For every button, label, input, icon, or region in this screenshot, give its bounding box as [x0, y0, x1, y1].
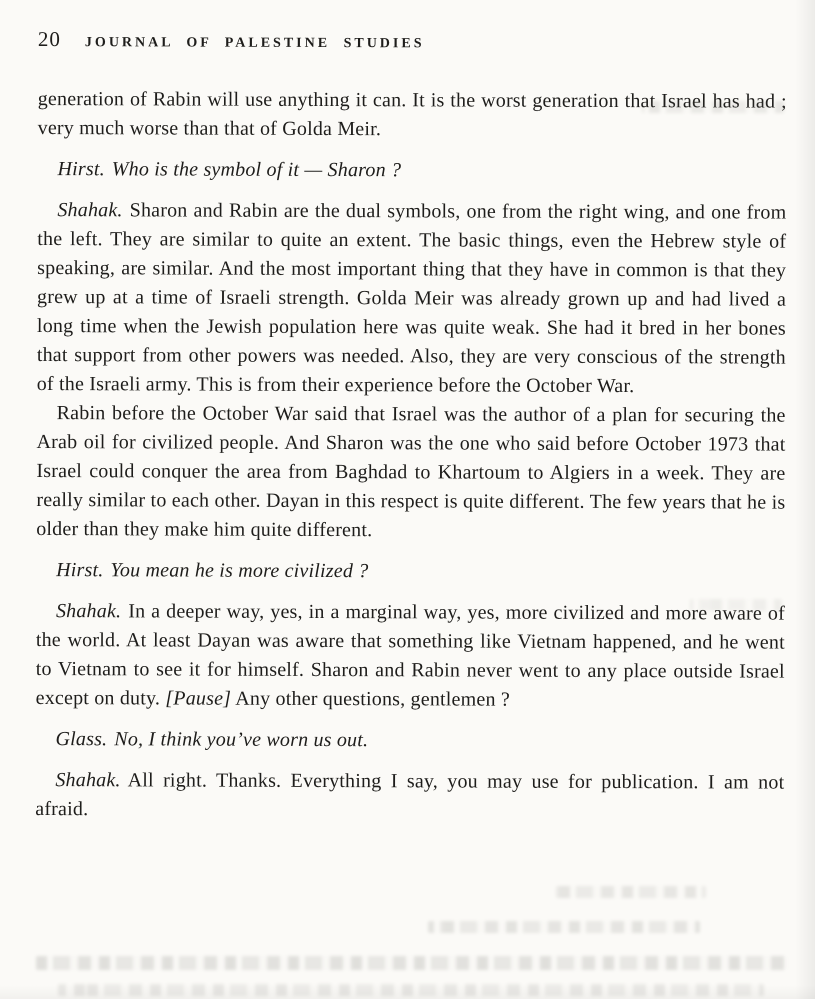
paragraph-text: Rabin before the October War said that Israel was the author of a plan for securing the Arab oil for civilized people. And Sharon was the one who said before October 1973 that Israel could conquer the area from Baghdad to Khartoum to Algiers in a week. They are really similar to each other. Dayan in this respect is quite different. The few years that he is older than they make him quite different.: [36, 402, 786, 542]
answer-text: Sharon and Rabin are the dual symbols, one from the right wing, and one from the left. They are similar to quite an extent. The basic things, even the Hebrew style of speaking, are similar. And the most important thing that they have in common is that they grew up at a time of Israeli strength. Golda Meir was already grown up and had lived a long time when the Jewish population here was quite weak. She had it bred in her bones that support from other powers was needed. Also, they are very conscious of the strength of the Israeli army. This is from their experience before the October War.: [36, 199, 787, 398]
ghost-text-smudge: [36, 956, 788, 970]
answer-paragraph-shahak-1: [37, 196, 787, 402]
ghost-text-smudge: [58, 984, 764, 996]
answer-text: Any other questions, gentlemen ?: [235, 687, 510, 711]
speaker-name: Hirst.: [57, 158, 105, 181]
speaker-name: Glass.: [55, 728, 108, 751]
ghost-text-smudge: [642, 101, 784, 113]
question-text: Who is the symbol of it — Sharon ?: [111, 158, 402, 182]
page-content: [35, 27, 787, 827]
answer-paragraph-shahak-3: [35, 766, 784, 827]
answer-text: In a deeper way, yes, in a marginal way, yes, more civilized and more aware of the world. At least Dayan was aware that something like Vietnam happened, and he went to Vietnam to see it for himself. Sharon and Rabin never went to any place outside Israel except on duty.: [35, 600, 785, 710]
speaker-name: Shahak.: [55, 769, 121, 792]
ghost-text-smudge: [428, 921, 700, 933]
question-line-hirst-1: [37, 155, 786, 187]
speaker-name: Shahak.: [57, 199, 123, 222]
paragraph-continuation: [38, 85, 787, 146]
question-line-glass: [35, 725, 784, 757]
scan-edge-shading-right: [795, 0, 815, 999]
speaker-name: Shahak.: [55, 600, 122, 623]
running-head: [38, 27, 787, 55]
body-paragraph: [36, 399, 786, 547]
pause-stage-direction: [Pause]: [165, 687, 232, 710]
question-text: You mean he is more civilized ?: [110, 559, 369, 583]
answer-text: All right. Thanks. Everything I say, you may use for publication. I am not afraid.: [35, 769, 785, 821]
page-number: 20: [37, 27, 61, 52]
speaker-name: Hirst.: [56, 559, 104, 582]
ghost-text-smudge: [556, 886, 706, 898]
ghost-text-smudge: [690, 599, 782, 611]
question-text: No, I think you’ve worn us out.: [114, 728, 369, 752]
paragraph-text: generation of Rabin will use anything it can. It is the worst generation that Israel has had ; very much worse than that of Golda Meir.: [37, 87, 787, 141]
question-line-hirst-2: [36, 556, 785, 588]
journal-title: JOURNAL OF PALESTINE STUDIES: [84, 35, 425, 52]
answer-paragraph-shahak-2: [36, 597, 785, 716]
